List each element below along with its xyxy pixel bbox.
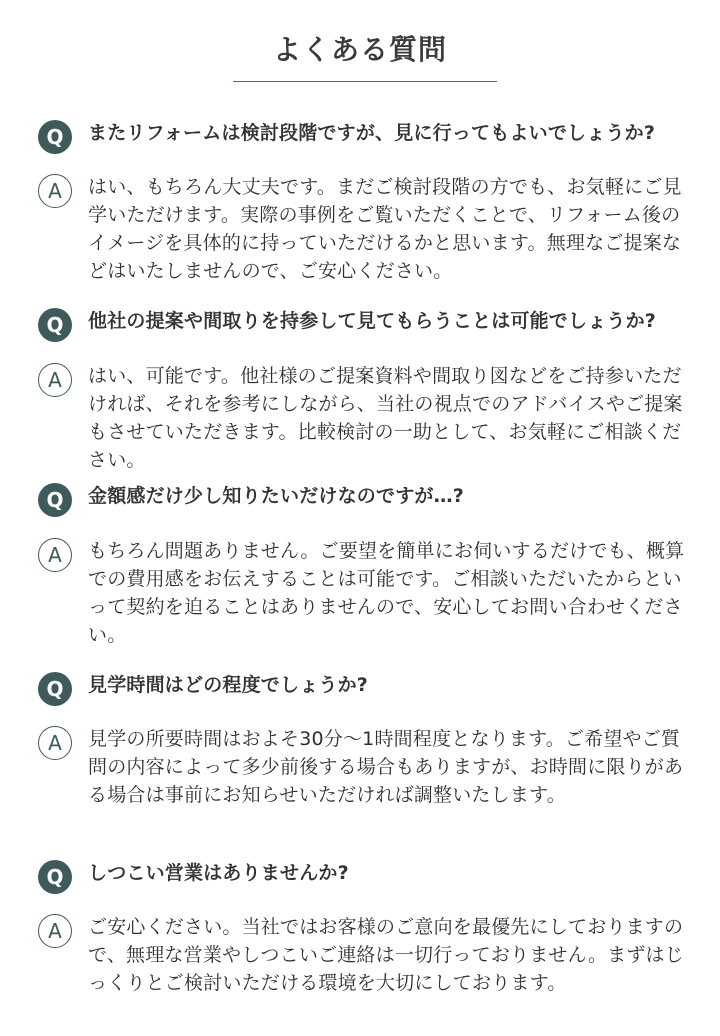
answer-badge-icon: A xyxy=(38,174,72,208)
answer-text: はい、もちろん大丈夫です。まだご検討段階の方でも、お気軽にご見学いただけます。実際の事例をご覧いただくことで、リフォーム後のイメージを具体的に持っていただけるかと思います。無理なご提案などはいたしませんので、ご安心ください。 xyxy=(88,176,682,282)
answer-text: 見学の所要時間はおよそ30分〜1時間程度となります。ご希望やご質問の内容によって多少前後する場合もありますが、お時間に限りがある場合は事前にお知らせいただければ調整いたします。 xyxy=(88,728,684,806)
question-badge-icon: Q xyxy=(38,308,72,342)
question-text: 見学時間はどの程度でしょうか? xyxy=(88,674,369,696)
question-text: 他社の提案や間取りを持参して見てもらうことは可能でしょうか? xyxy=(88,310,657,332)
answer-badge-icon: A xyxy=(38,914,72,948)
answer-text: もちろん問題ありません。ご要望を簡単にお伺いするだけでも、概算での費用感をお伝えすることは可能です。ご相談いただいたからといって契約を迫ることはありませんので、安心してお問い合わせください。 xyxy=(88,540,685,646)
answer-badge-icon: A xyxy=(38,363,72,397)
question-badge-icon: Q xyxy=(38,672,72,706)
question-text: またリフォームは検討段階ですが、見に行ってもよいでしょうか? xyxy=(88,122,656,144)
question-badge-icon: Q xyxy=(38,120,72,154)
answer-text: ご安心ください。当社ではお客様のご意向を最優先にしておりますので、無理な営業やしつこいご連絡は一切行っておりません。まずはじっくりとご検討いただける環境を大切にしております。 xyxy=(88,916,684,994)
answer-badge-icon: A xyxy=(38,726,72,760)
answer-text: はい、可能です。他社様のご提案資料や間取り図などをご持参いただければ、それを参考にしながら、当社の視点でのアドバイスやご提案もさせていただきます。比較検討の一助として、お気軽にご相談ください。 xyxy=(88,365,683,471)
question-badge-icon: Q xyxy=(38,483,72,517)
question-text: 金額感だけ少し知りたいだけなのですが…? xyxy=(88,485,465,507)
question-badge-icon: Q xyxy=(38,860,72,894)
page-title: よくある質問 xyxy=(272,33,447,66)
question-text: しつこい営業はありませんか? xyxy=(88,862,349,884)
answer-badge-icon: A xyxy=(38,538,72,572)
